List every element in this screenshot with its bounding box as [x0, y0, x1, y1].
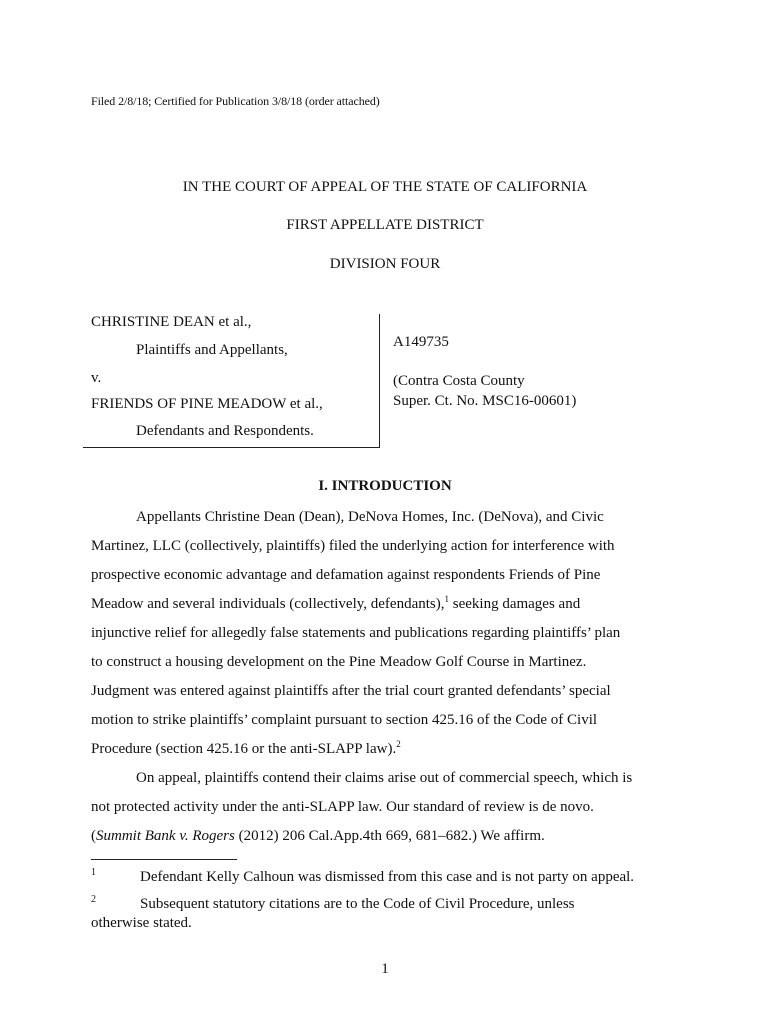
county-line-1: (Contra Costa County	[393, 373, 525, 389]
paragraph-line: not protected activity under the anti-SLAPP law. Our standard of review is de novo.	[91, 799, 594, 815]
line-text: (	[91, 828, 96, 844]
court-name: IN THE COURT OF APPEAL OF THE STATE OF CALIFORNIA	[182, 179, 588, 195]
paragraph-line	[91, 822, 681, 851]
paragraph-2	[91, 764, 681, 851]
case-citation: Summit Bank v. Rogers	[96, 828, 235, 844]
caption-rule	[83, 447, 91, 448]
county-line-2: Super. Ct. No. MSC16-00601)	[393, 393, 577, 409]
section-heading: I. INTRODUCTION	[318, 478, 452, 494]
defendant-name: FRIENDS OF PINE MEADOW et al.,	[91, 396, 323, 412]
paragraph-line	[91, 590, 681, 619]
paragraph-line: prospective economic advantage and defamation against respondents Friends of Pine	[91, 567, 601, 583]
paragraph-line: On appeal, plaintiffs contend their claims arise out of commercial speech, which is	[136, 770, 633, 786]
case-caption-parties	[91, 314, 380, 448]
plaintiff-role: Plaintiffs and Appellants,	[136, 342, 288, 358]
page-number: 1	[381, 961, 389, 977]
line-text: Meadow and several individuals (collectively, defendants),	[91, 596, 445, 612]
case-number: A149735	[393, 334, 449, 350]
footnote-text: Defendant Kelly Calhoun was dismissed from this case and is not party on appeal.	[140, 869, 635, 885]
paragraph-line: to construct a housing development on the Pine Meadow Golf Course in Martinez.	[91, 654, 587, 670]
paragraph-line: Appellants Christine Dean (Dean), DeNova Homes, Inc. (DeNova), and Civic	[136, 509, 604, 525]
paragraph-line: Judgment was entered against plaintiffs after the trial court granted defendants’ special	[91, 683, 611, 699]
footnote-number: 1	[91, 867, 96, 878]
footnote-text-cont: otherwise stated.	[91, 915, 192, 931]
paragraph-line	[91, 735, 681, 764]
filing-notice: Filed 2/8/18; Certified for Publication 3/8/18 (order attached)	[91, 94, 380, 108]
plaintiff-name: CHRISTINE DEAN et al.,	[91, 314, 252, 330]
division: DIVISION FOUR	[329, 256, 441, 272]
paragraph-line: Martinez, LLC (collectively, plaintiffs) filed the underlying action for interference with	[91, 538, 615, 554]
paragraph-1	[91, 503, 681, 764]
line-text: Procedure (section 425.16 or the anti-SLAPP law).	[91, 741, 397, 757]
footnote-ref-1[interactable]: 1	[444, 594, 449, 604]
line-text: (2012) 206 Cal.App.4th 669, 681–682.) We affirm.	[234, 828, 545, 844]
paragraph-line: injunctive relief for allegedly false statements and publications regarding plaintiffs’ plan	[91, 625, 621, 641]
versus: v.	[91, 370, 102, 386]
footnote-ref-2[interactable]: 2	[396, 739, 401, 749]
appellate-district: FIRST APPELLATE DISTRICT	[286, 217, 484, 233]
footnote-text: Subsequent statutory citations are to the Code of Civil Procedure, unless	[140, 896, 575, 912]
paragraph-line: motion to strike plaintiffs’ complaint pursuant to section 425.16 of the Code of Civil	[91, 712, 598, 728]
footnote-number: 2	[91, 894, 96, 905]
footnote-separator	[91, 859, 237, 860]
defendant-role: Defendants and Respondents.	[136, 423, 314, 439]
line-text: seeking damages and	[449, 596, 581, 612]
